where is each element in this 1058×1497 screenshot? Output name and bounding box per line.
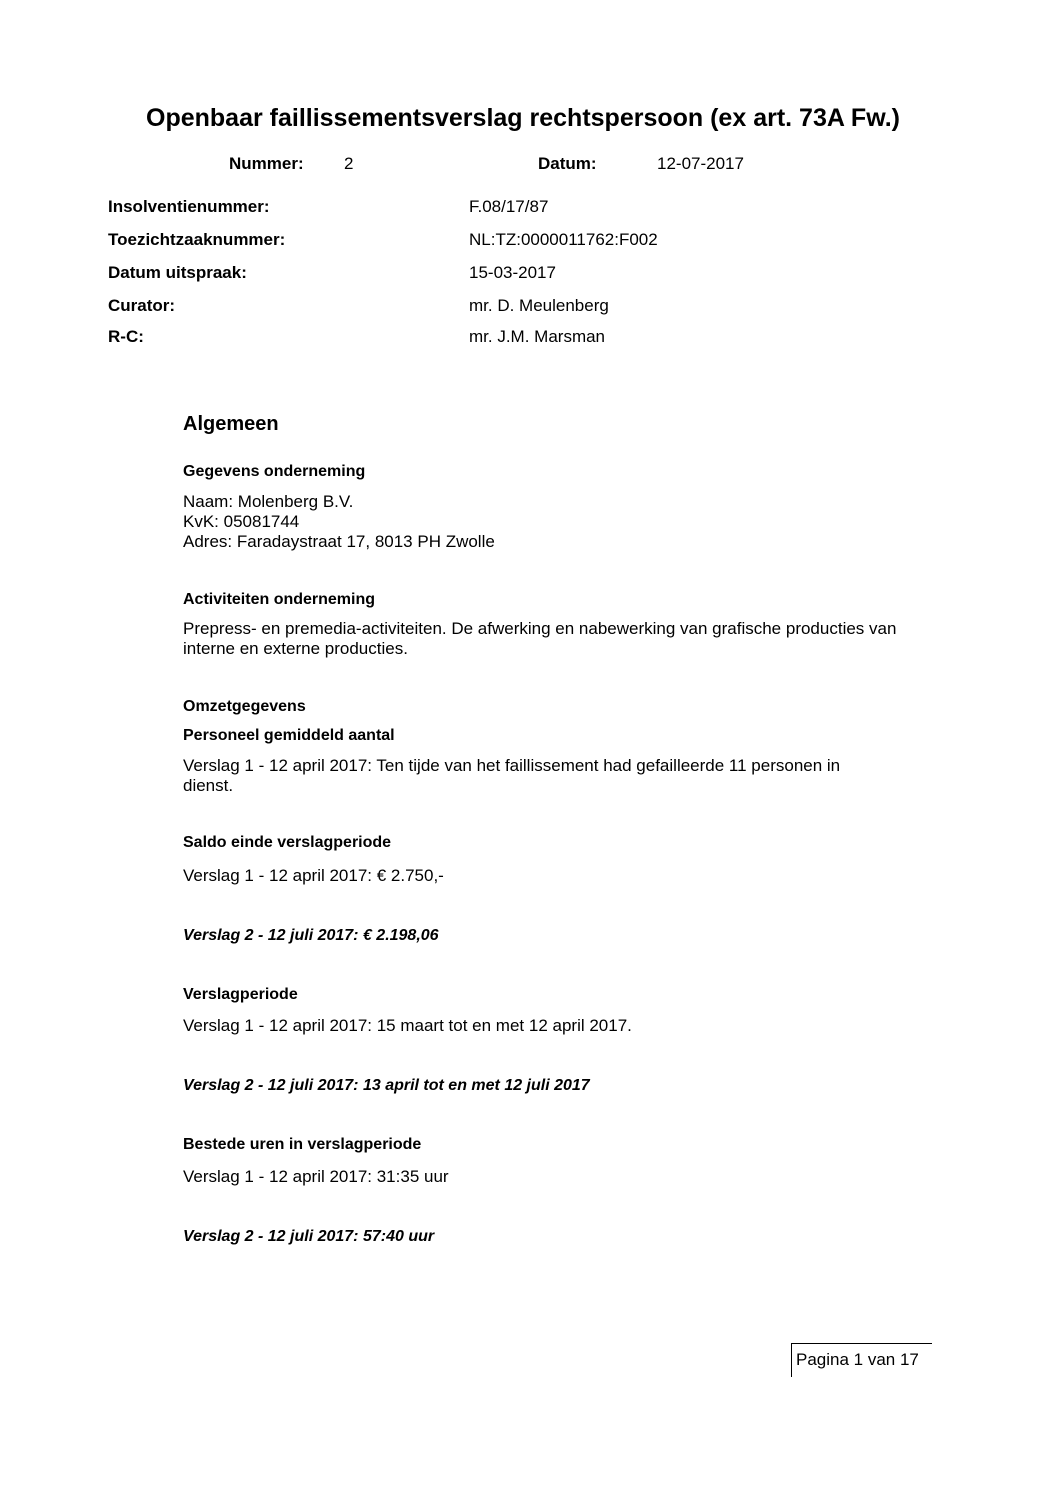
saldo-heading: Saldo einde verslagperiode — [183, 834, 392, 851]
verslagperiode-verslag-2: Verslag 2 - 12 juli 2017: 13 april tot en met 12 juli 2017 — [183, 1077, 590, 1094]
personeel-heading: Personeel gemiddeld aantal — [183, 727, 395, 744]
rc-value: mr. J.M. Marsman — [469, 327, 606, 346]
gegevens-kvk: KvK: 05081744 — [183, 512, 300, 531]
page-title: Openbaar faillissementsverslag rechtspersoon (ex art. 73A Fw.) — [146, 104, 900, 132]
toezichtzaaknummer-label: Toezichtzaaknummer: — [108, 230, 286, 249]
curator-label: Curator: — [108, 296, 176, 315]
nummer-value: 2 — [344, 154, 354, 173]
datum-uitspraak-label: Datum uitspraak: — [108, 263, 247, 282]
verslagperiode-heading: Verslagperiode — [183, 986, 298, 1003]
datum-value: 12-07-2017 — [657, 154, 744, 173]
uren-heading: Bestede uren in verslagperiode — [183, 1136, 422, 1153]
gegevens-adres: Adres: Faradaystraat 17, 8013 PH Zwolle — [183, 532, 495, 551]
rc-label: R-C: — [108, 327, 144, 346]
datum-uitspraak-value: 15-03-2017 — [469, 263, 556, 282]
page-number: Pagina 1 van 17 — [791, 1343, 932, 1377]
section-title: Algemeen — [183, 413, 279, 435]
omzet-heading: Omzetgegevens — [183, 698, 306, 715]
datum-label: Datum: — [538, 154, 597, 173]
gegevens-naam: Naam: Molenberg B.V. — [183, 492, 354, 511]
activiteiten-heading: Activiteiten onderneming — [183, 591, 376, 608]
saldo-verslag-1: Verslag 1 - 12 april 2017: € 2.750,- — [183, 866, 444, 885]
curator-value: mr. D. Meulenberg — [469, 296, 609, 315]
gegevens-heading: Gegevens onderneming — [183, 463, 366, 480]
verslagperiode-verslag-1: Verslag 1 - 12 april 2017: 15 maart tot en met 12 april 2017. — [183, 1016, 632, 1035]
uren-verslag-1: Verslag 1 - 12 april 2017: 31:35 uur — [183, 1167, 449, 1186]
insolventienummer-value: F.08/17/87 — [469, 197, 549, 216]
activiteiten-text: Prepress- en premedia-activiteiten. De afwerking en nabewerking van grafische producties van interne en externe producties. — [183, 619, 897, 658]
saldo-verslag-2: Verslag 2 - 12 juli 2017: € 2.198,06 — [183, 927, 439, 944]
toezichtzaaknummer-value: NL:TZ:0000011762:F002 — [469, 230, 658, 249]
personeel-text: Verslag 1 - 12 april 2017: Ten tijde van het faillissement had gefailleerde 11 personen in dienst. — [183, 756, 841, 795]
insolventienummer-label: Insolventienummer: — [108, 197, 270, 216]
nummer-label: Nummer: — [229, 154, 304, 173]
uren-verslag-2: Verslag 2 - 12 juli 2017: 57:40 uur — [183, 1228, 435, 1245]
